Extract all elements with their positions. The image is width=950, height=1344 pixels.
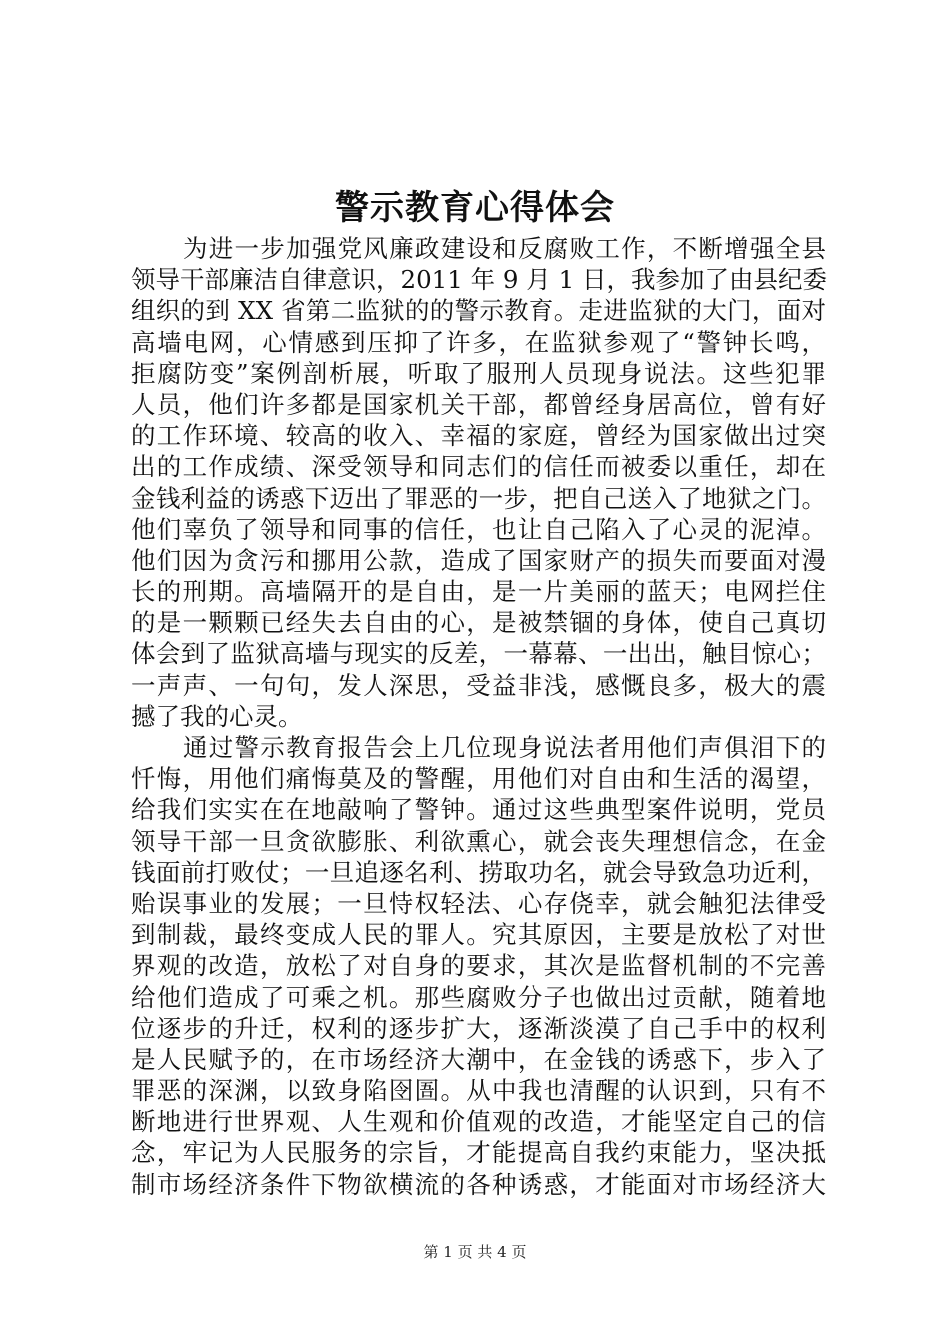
text-line: 念，牢记为人民服务的宗旨，才能提高自我约束能力，坚决抵	[131, 1138, 826, 1168]
text-line: 位逐步的升迁，权利的逐步扩大，逐渐淡漠了自己手中的权利	[131, 1013, 826, 1043]
paragraph	[131, 732, 826, 1200]
text-line: 金钱利益的诱惑下迈出了罪恶的一步，把自己送入了地狱之门。	[131, 483, 826, 513]
text-line: 他们因为贪污和挪用公款，造成了国家财产的损失而要面对漫	[131, 545, 826, 575]
text-line: 断地进行世界观、人生观和价值观的改造，才能坚定自己的信	[131, 1107, 826, 1137]
text-line: 体会到了监狱高墙与现实的反差，一幕幕、一出出，触目惊心；	[131, 639, 826, 669]
text-line: 贻误事业的发展；一旦恃权轻法、心存侥幸，就会触犯法律受	[131, 888, 826, 918]
text-line: 出的工作成绩、深受领导和同志们的信任而被委以重任，却在	[131, 452, 826, 482]
text-line: 的工作环境、较高的收入、幸福的家庭，曾经为国家做出过突	[131, 421, 826, 451]
text-line: 长的刑期。高墙隔开的是自由，是一片美丽的蓝天；电网拦住	[131, 577, 826, 607]
text-line: 撼了我的心灵。	[131, 701, 303, 731]
text-line: 人员，他们许多都是国家机关干部，都曾经身居高位，曾有好	[131, 389, 826, 419]
text-line: 组织的到 XX 省第二监狱的的警示教育。走进监狱的大门，面对	[131, 296, 826, 326]
page-footer: 第 1 页 共 4 页	[423, 1243, 527, 1261]
text-line: 领导干部廉洁自律意识，2011 年 9 月 1 日，我参加了由县纪委	[131, 265, 827, 295]
text-line: 界观的改造，放松了对自身的要求，其次是监督机制的不完善	[131, 951, 826, 981]
document-title: 警示教育心得体会	[335, 188, 615, 228]
text-line: 为进一步加强党风廉政建设和反腐败工作，不断增强全县	[183, 234, 826, 263]
text-line: 是人民赋予的，在市场经济大潮中，在金钱的诱惑下，步入了	[131, 1044, 826, 1074]
text-line: 拒腐防变”案例剖析展，听取了服刑人员现身说法。这些犯罪	[131, 358, 826, 388]
text-line: 钱面前打败仗；一旦追逐名利、捞取功名，就会导致急功近利，	[131, 857, 826, 887]
text-line: 的是一颗颗已经失去自由的心，是被禁锢的身体，使自己真切	[131, 608, 826, 638]
text-line: 罪恶的深渊，以致身陷囹圄。从中我也清醒的认识到，只有不	[131, 1076, 826, 1106]
text-line: 高墙电网，心情感到压抑了许多，在监狱参观了“警钟长鸣，	[131, 327, 826, 357]
text-line: 通过警示教育报告会上几位现身说法者用他们声俱泪下的	[183, 733, 826, 762]
document-body	[131, 233, 826, 1200]
text-line: 领导干部一旦贪欲膨胀、利欲熏心，就会丧失理想信念，在金	[131, 826, 826, 856]
text-line: 他们辜负了领导和同事的信任，也让自己陷入了心灵的泥淖。	[131, 514, 826, 544]
text-line: 一声声、一句句，发人深思，受益非浅，感慨良多，极大的震	[131, 670, 826, 700]
text-line: 到制裁，最终变成人民的罪人。究其原因，主要是放松了对世	[131, 920, 826, 950]
text-line: 给我们实实在在地敲响了警钟。通过这些典型案件说明，党员	[131, 795, 826, 825]
text-line: 给他们造成了可乘之机。那些腐败分子也做出过贡献，随着地	[131, 982, 826, 1012]
text-line: 制市场经济条件下物欲横流的各种诱惑，才能面对市场经济大	[131, 1169, 826, 1199]
paragraph	[131, 233, 826, 732]
text-line: 忏悔，用他们痛悔莫及的警醒，用他们对自由和生活的渴望，	[131, 764, 826, 794]
